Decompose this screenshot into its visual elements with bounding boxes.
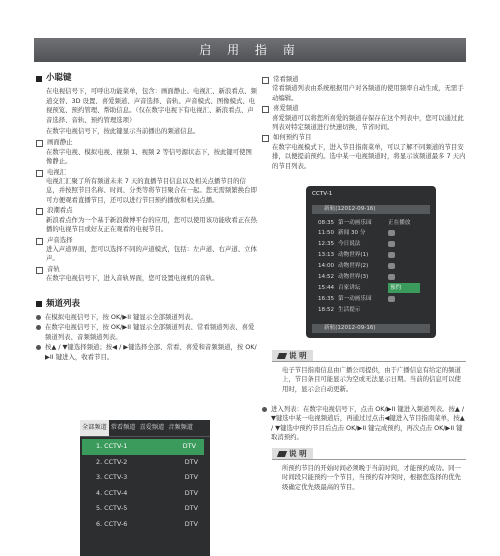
channel-list-screen <box>80 420 210 556</box>
tab-favorite-channels[interactable]: 喜爱频道 <box>139 424 165 431</box>
list-item: 常看频道 <box>262 75 468 84</box>
page-header: 启 用 指 南 <box>34 38 466 62</box>
checkbox-icon <box>262 77 269 84</box>
intro-text-2: 在数字电视信号下，按此键显示当前播出的频道信息。 <box>46 127 200 136</box>
channel-row[interactable]: 5. CCTV-5 DTV <box>96 504 198 512</box>
item-text: 在数字电视、模拟电视、视频 1、视频 2 等信号源状态下，按此键可使图像静止。 <box>46 147 252 166</box>
list-item: 画面静止 <box>36 138 258 147</box>
channel-row[interactable]: 2. CCTV-2 DTV <box>96 457 198 466</box>
tv-icon <box>388 241 395 247</box>
tv-guide-date: 新航(12012-09-16) <box>312 324 430 333</box>
list-item: 音轨 <box>36 265 258 274</box>
list-item: 声音选择 <box>36 236 258 245</box>
item-text: 常看频道列表由系统根据用户对各频道的使用频率自动生成，无需手动编辑。 <box>272 84 464 102</box>
intro-text: 在电视信号下，可呼出功能菜单，包含：画面静止、电视汇、新浪看点、频道交替、3D 设置、喜爱频道、声音选择、音轨、声音模式、图像模式、电视预览、预约管理、帮助信息。（仅在数字电视下有电视汇、新浪看点、声音选择、音轨、预约管理选项） <box>46 87 257 124</box>
channel-tabs <box>80 420 210 437</box>
round-bullet-icon <box>262 407 267 412</box>
tv-icon <box>388 263 395 269</box>
tv-guide-title: CCTV-1 <box>312 191 333 197</box>
checkbox-icon <box>36 170 43 177</box>
list-item: 电视汇 <box>36 168 258 177</box>
program-row[interactable]: 13:13 动物世界(1) <box>318 250 430 260</box>
program-row[interactable]: 11:50 新闻 30 分 <box>318 228 430 238</box>
program-row[interactable]: 18:52 生活提示 <box>318 307 361 313</box>
note-box: 说 明 所预约节目的开始时间必须晚于当前时间，才能预约成功。同一时间段只能预约一个节目，当预约有冲突时，根据您选择的优先级确定优先级最高的节目。 <box>272 448 466 492</box>
tv-icon <box>388 274 395 280</box>
program-row[interactable]: 14:52 动物世界(3) <box>318 272 430 282</box>
tab-frequent-channels[interactable]: 常看频道 <box>110 424 136 431</box>
channel-row[interactable]: 1. CCTV-1 DTV <box>82 439 204 455</box>
item-text: 电视汇汇聚了所有频道未来 7 天的直播节目信息以及相关点播节目的信息，并按照节目名称、时间、分类等将节目聚合在一起。您无需频繁换台即可方便观看直播节目，还可以进行节目预约播放和相关点播。 <box>46 177 257 204</box>
program-row[interactable]: 15:44 百家讲坛 预约 <box>318 283 430 293</box>
pencil-icon <box>277 451 287 457</box>
item-text: 在数字电视模式下，进入节目指南菜单，可以了解不同频道的节目安排，以便提前预约。选中某一电视频道时，将显示该频道最多 7 天内的节目列表。 <box>272 142 466 170</box>
checkbox-icon <box>262 106 269 113</box>
tab-all-channels[interactable]: 全部频道 <box>80 420 109 436</box>
list-item: 喜爱频道 <box>262 104 468 113</box>
item-text: 进入声道界面，您可以选择不同的声道模式，包括：左声道、右声道、立体声。 <box>46 244 257 263</box>
left-column <box>36 74 258 362</box>
program-row[interactable]: 12:35 今日说法 <box>318 239 430 249</box>
section-title: 小聪键 <box>36 74 258 83</box>
note-text: 所预约节目的开始时间必须晚于当前时间，才能预约成功。同一时间段只能预约一个节目，当预约有冲突时，根据您选择的优先级确定优先级最高的节目。 <box>282 464 461 491</box>
pencil-icon <box>277 353 287 359</box>
round-bullet-icon <box>36 325 41 330</box>
tv-guide-screen <box>306 186 436 338</box>
round-bullet-icon <box>36 315 41 320</box>
bullet-item: 在数字电视信号下，按 OK/▶II 键显示全部频道列表、常看频道列表、喜爱频道列表、音频频道列表。 <box>36 323 258 342</box>
bullet-item: 在模拟电视信号下，按 OK/▶II 键显示全部频道列表。 <box>36 313 258 322</box>
tv-icon <box>388 230 395 236</box>
item-text: 新浪看点作为一个基于新浪微博平台的应用，您可以使用该功能收看正在热播的电视节目或好友正在观看的电视节目。 <box>46 215 257 234</box>
checkbox-icon <box>36 267 43 274</box>
channel-row[interactable]: 3. CCTV-3 DTV <box>96 473 198 481</box>
section-title: 频道列表 <box>36 300 258 309</box>
note-text: 电子节目指南信息由广播公司提供，由于广播信息有给定的频道上，节目条目可能显示为空或无法显示日期。当前的信息可以使用时，显示会自动更新。 <box>282 366 461 393</box>
checkbox-icon <box>36 140 43 147</box>
tv-guide-date: 新航(12012-09-16) <box>312 205 430 214</box>
list-item: 浪潮看点 <box>36 206 258 215</box>
square-bullet-icon <box>36 301 42 307</box>
right-column <box>262 74 468 171</box>
square-bullet-icon <box>36 76 42 82</box>
program-row[interactable]: 14:00 动物世界(2) <box>318 261 430 271</box>
channel-row[interactable]: 4. CCTV-4 DTV <box>96 488 198 497</box>
note-box: 说 明 电子节目指南信息由广播公司提供，由于广播信息有给定的频道上，节目条目可能显示为空或无法显示日期。当前的信息可以使用时，显示会自动更新。 <box>272 350 466 394</box>
tab-audio-channels[interactable]: 音频频道 <box>168 424 193 431</box>
checkbox-icon <box>36 238 43 245</box>
program-row[interactable]: 16:35 第一动画乐园 <box>318 294 430 304</box>
round-bullet-icon <box>36 345 41 350</box>
item-text: 喜爱频道可以将您所喜爱的频道存保存在这个列表中，您可以通过此列表对特定频道进行快速切换，节省时间。 <box>272 113 464 132</box>
channel-row[interactable]: 6. CCTV-6 DTV <box>96 519 198 528</box>
bullet-item: 按▲ / ▼键选择频道；按◀ / ▶键选择全部、常看、喜爱和音频频道，按 OK/▶II 键进入，收看节目。 <box>36 343 258 362</box>
list-item: 如何预约节目 <box>262 133 468 142</box>
tv-icon <box>388 296 395 302</box>
checkbox-icon <box>262 135 269 142</box>
tv-icon <box>388 252 395 258</box>
bullet-section: 进入列表：在数字电视信号下，点击 OK/▶II 键进入频道列表。按▲ / ▼键选中某一电视频道后，再通过过点击◀键进入节目指南菜单，按▲ / ▼键选中预约节目后点击 OK/▶II 键完成预约，再次点击 OK/▶II 键取消预约。 <box>262 404 468 443</box>
program-row[interactable]: 08:35 第一动画乐园 正在播放 <box>318 220 411 226</box>
item-text: 在数字电视信号下，进入音轨界面，您可设置电视机的音轨。 <box>46 274 219 283</box>
checkbox-icon <box>36 208 43 215</box>
